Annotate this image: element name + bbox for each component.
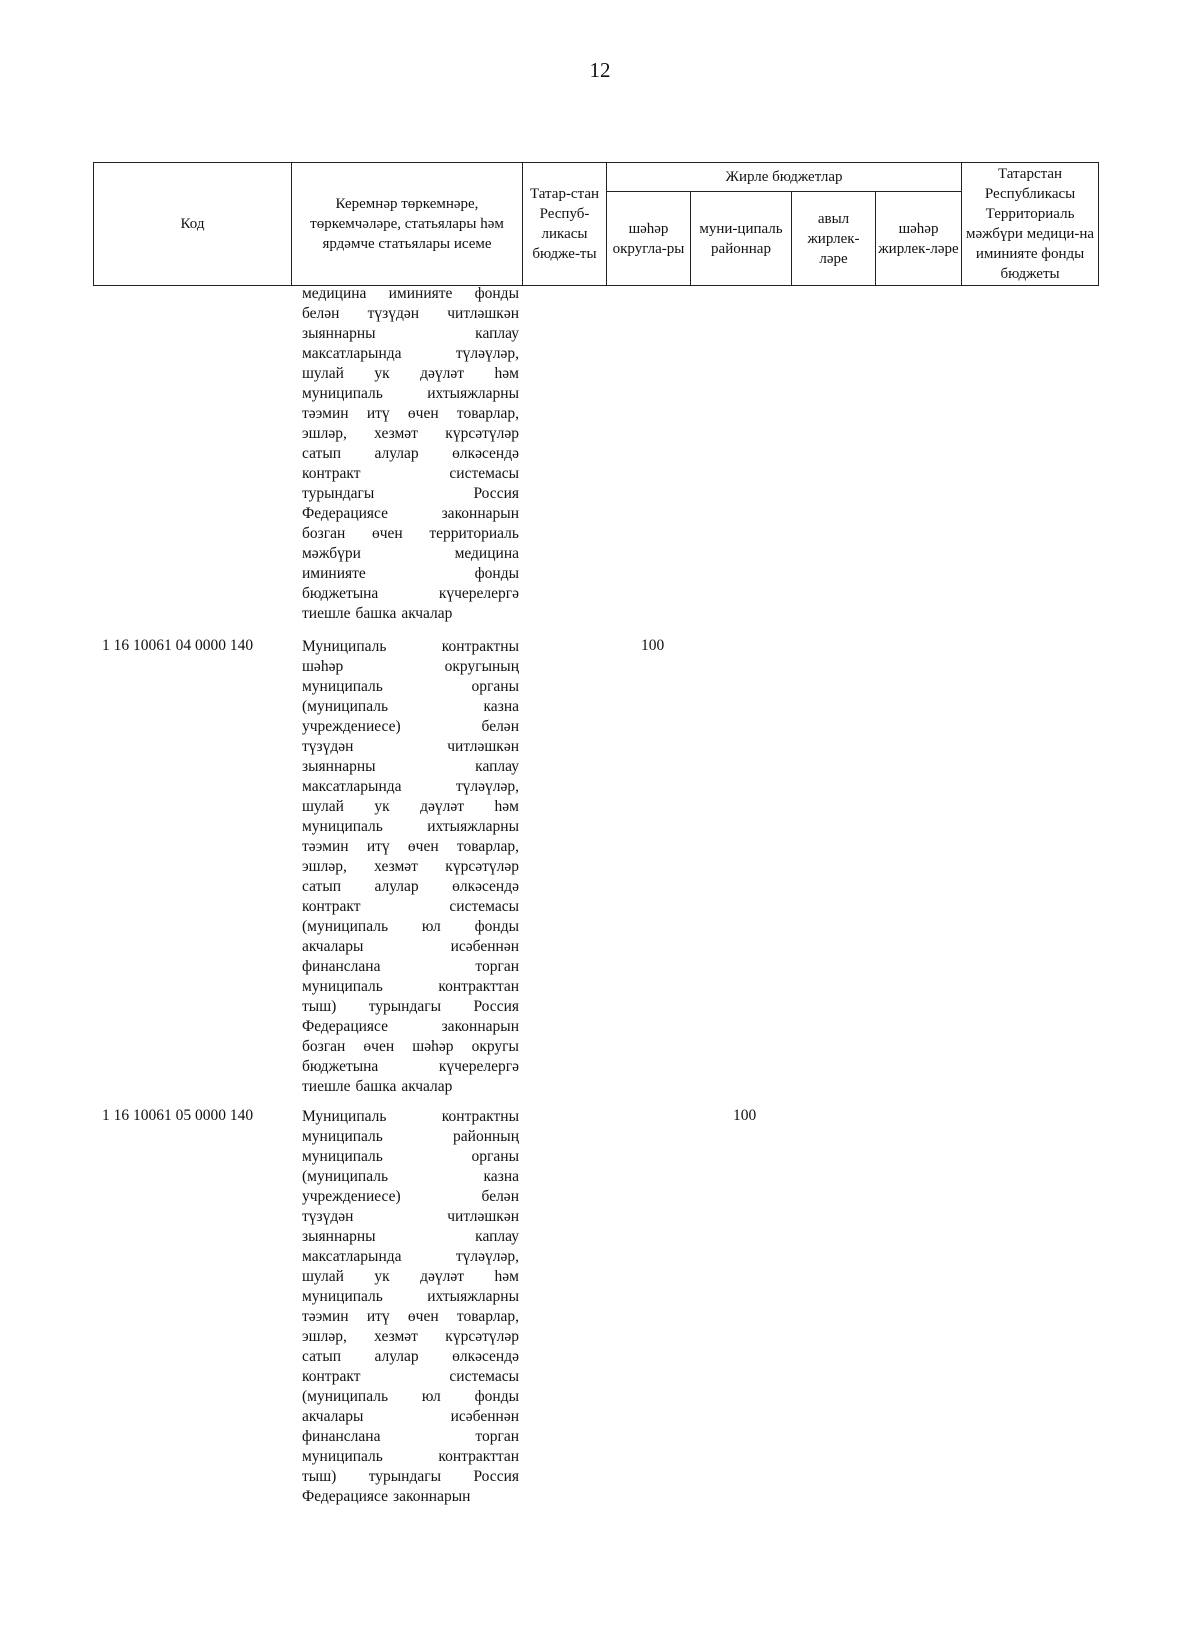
name-word: башка bbox=[355, 605, 397, 622]
name-word: белән bbox=[481, 718, 519, 735]
name-line bbox=[302, 1387, 519, 1407]
name-line bbox=[302, 937, 519, 957]
name-word: дәүләт bbox=[420, 1268, 465, 1285]
name-word: хезмәт bbox=[374, 858, 418, 875]
value-municipal-districts: 100 bbox=[733, 1107, 757, 1124]
name-line bbox=[302, 604, 519, 624]
name-word: өлкәсендә bbox=[452, 1348, 519, 1365]
header-mhif-budget: Татарстан Республикасы Территориаль мәжбүри медици-на иминияте фонды бюджеты bbox=[962, 163, 1099, 286]
name-line bbox=[302, 1057, 519, 1077]
name-word: товарлар, bbox=[456, 405, 519, 422]
name-line bbox=[302, 584, 519, 604]
name-word: муниципаль bbox=[302, 1148, 383, 1165]
name-word: хезмәт bbox=[374, 1328, 418, 1345]
name-word: законнарын bbox=[441, 1018, 519, 1035]
header-urban-settlements: шәһәр жирлек-ләре bbox=[876, 192, 962, 286]
name-line bbox=[302, 1287, 519, 1307]
name-line bbox=[302, 917, 519, 937]
name-word: районның bbox=[453, 1128, 519, 1145]
name-line bbox=[302, 1247, 519, 1267]
header-republic-budget: Татар-стан Респуб-ликасы бюдже-ты bbox=[523, 163, 607, 286]
name-word: зыяннарны bbox=[302, 758, 376, 775]
name-word: округы bbox=[471, 1038, 519, 1055]
name-word: муниципаль bbox=[302, 818, 383, 835]
name-word: итү bbox=[366, 1308, 390, 1325]
name-word: исәбеннән bbox=[450, 1408, 519, 1425]
name-line bbox=[302, 284, 519, 304]
page-number: 12 bbox=[589, 58, 611, 82]
name-line bbox=[302, 544, 519, 564]
name-word: фонды bbox=[474, 565, 519, 582]
name-word: түзүдән bbox=[302, 1208, 354, 1225]
name-word: алулар bbox=[374, 445, 419, 462]
name-word: эшләр, bbox=[302, 858, 347, 875]
name-word: учреждениесе) bbox=[302, 718, 401, 735]
name-word: иминияте bbox=[302, 565, 366, 582]
name-word: шулай bbox=[302, 798, 344, 815]
name-word: белән bbox=[302, 305, 340, 322]
name-line bbox=[302, 464, 519, 484]
name-line bbox=[302, 737, 519, 757]
name-word: казна bbox=[483, 698, 519, 715]
header-local-budgets: Жирле бюджетлар bbox=[607, 163, 962, 192]
name-word: (муниципаль bbox=[302, 1388, 389, 1405]
name-word: эшләр, bbox=[302, 1328, 347, 1345]
name-word: турындагы bbox=[368, 998, 442, 1015]
name-word: шәһәр bbox=[302, 658, 344, 675]
header-name: Керемнәр төркемнәре, төркемчәләре, статьялары һәм ярдәмче статьялары исеме bbox=[292, 163, 523, 286]
header-code: Код bbox=[94, 163, 292, 286]
name-word: өчен bbox=[371, 525, 403, 542]
name-word: зыяннарны bbox=[302, 325, 376, 342]
name-word: дәүләт bbox=[420, 365, 465, 382]
value-city-districts: 100 bbox=[641, 637, 665, 654]
name-word: бюджетына bbox=[302, 1058, 379, 1075]
name-word: Муниципаль bbox=[302, 1108, 387, 1125]
name-word: максатларында bbox=[302, 778, 402, 795]
name-word: контракттан bbox=[438, 978, 519, 995]
name-word: өлкәсендә bbox=[452, 878, 519, 895]
name-word: акчалар bbox=[401, 1078, 453, 1095]
name-line bbox=[302, 1267, 519, 1287]
name-line bbox=[302, 1167, 519, 1187]
name-word: турындагы bbox=[302, 485, 375, 502]
name-word: Россия bbox=[473, 485, 519, 502]
name-line bbox=[302, 1077, 519, 1097]
name-word: финанслана bbox=[302, 958, 381, 975]
name-word: ук bbox=[374, 365, 390, 382]
name-word: (муниципаль bbox=[302, 918, 389, 935]
name-line bbox=[302, 857, 519, 877]
name-line bbox=[302, 364, 519, 384]
name-word: органы bbox=[471, 678, 519, 695]
name-word: сатып bbox=[302, 445, 342, 462]
name-word: тиешле bbox=[302, 1078, 351, 1095]
name-word: ихтыяжларны bbox=[427, 818, 519, 835]
name-word: муниципаль bbox=[302, 678, 383, 695]
name-line bbox=[302, 777, 519, 797]
name-line bbox=[302, 957, 519, 977]
name-line bbox=[302, 697, 519, 717]
name-word: ихтыяжларны bbox=[427, 1288, 519, 1305]
name-word: һәм bbox=[494, 798, 519, 815]
table-header bbox=[93, 162, 1099, 286]
name-word: хезмәт bbox=[374, 425, 418, 442]
name-word: һәм bbox=[494, 365, 519, 382]
name-word: башка bbox=[355, 1078, 397, 1095]
name-word: һәм bbox=[494, 1268, 519, 1285]
name-word: ук bbox=[374, 798, 390, 815]
name-word: законнарын bbox=[441, 505, 519, 522]
name-line bbox=[302, 1307, 519, 1327]
name-line bbox=[302, 877, 519, 897]
row-code: 1 16 10061 05 0000 140 bbox=[102, 1107, 254, 1124]
name-line bbox=[302, 1487, 519, 1507]
name-word: шулай bbox=[302, 1268, 344, 1285]
name-line bbox=[302, 1327, 519, 1347]
name-word: Муниципаль bbox=[302, 638, 387, 655]
name-word: шәһәр bbox=[412, 1038, 454, 1055]
header-rural-settlements: авыл жирлек-ләре bbox=[792, 192, 876, 286]
name-word: фонды bbox=[474, 1388, 519, 1405]
name-word: исәбеннән bbox=[450, 938, 519, 955]
name-word: каплау bbox=[475, 325, 519, 342]
name-word: өлкәсендә bbox=[452, 445, 519, 462]
name-word: читләшкән bbox=[447, 738, 519, 755]
name-word: шулай bbox=[302, 365, 344, 382]
name-word: фонды bbox=[474, 918, 519, 935]
name-word: күрсәтүләр bbox=[445, 858, 519, 875]
name-word: акчалары bbox=[302, 938, 364, 955]
name-word: алулар bbox=[374, 1348, 419, 1365]
name-line bbox=[302, 384, 519, 404]
name-word: муниципаль bbox=[302, 1448, 383, 1465]
name-word: каплау bbox=[475, 1228, 519, 1245]
name-line bbox=[302, 1427, 519, 1447]
name-word: акчалар bbox=[401, 605, 453, 622]
name-word: тыш) bbox=[302, 998, 337, 1015]
name-word: (муниципаль bbox=[302, 1168, 389, 1185]
name-word: контракт bbox=[302, 465, 361, 482]
name-word: контрактны bbox=[441, 1108, 519, 1125]
name-line bbox=[302, 757, 519, 777]
name-word: сатып bbox=[302, 878, 342, 895]
name-line bbox=[302, 1037, 519, 1057]
name-line bbox=[302, 1467, 519, 1487]
name-word: дәүләт bbox=[420, 798, 465, 815]
name-word: торган bbox=[475, 1428, 519, 1445]
name-word: медицина bbox=[302, 285, 367, 302]
name-word: түләүләр, bbox=[455, 778, 519, 795]
name-word: контрактны bbox=[441, 638, 519, 655]
name-word: акчалары bbox=[302, 1408, 364, 1425]
name-word: системасы bbox=[449, 898, 519, 915]
name-word: Россия bbox=[473, 1468, 519, 1485]
row-name bbox=[302, 1107, 519, 1507]
name-line bbox=[302, 1227, 519, 1247]
name-word: контракт bbox=[302, 1368, 361, 1385]
name-word: эшләр, bbox=[302, 425, 347, 442]
header-municipal-districts: муни-ципаль районнар bbox=[691, 192, 792, 286]
name-word: өчен bbox=[407, 838, 439, 855]
row-code: 1 16 10061 04 0000 140 bbox=[102, 637, 254, 654]
name-word: күрсәтүләр bbox=[445, 425, 519, 442]
name-word: округының bbox=[444, 658, 519, 675]
name-word: фонды bbox=[474, 285, 519, 302]
name-word: иминияте bbox=[388, 285, 453, 302]
name-line bbox=[302, 1147, 519, 1167]
name-line bbox=[302, 1107, 519, 1127]
name-word: системасы bbox=[449, 465, 519, 482]
name-word: контракт bbox=[302, 898, 361, 915]
name-line bbox=[302, 1207, 519, 1227]
name-line bbox=[302, 1187, 519, 1207]
name-word: финанслана bbox=[302, 1428, 381, 1445]
name-line bbox=[302, 897, 519, 917]
name-word: муниципаль bbox=[302, 1128, 383, 1145]
name-line bbox=[302, 524, 519, 544]
name-word: торган bbox=[475, 958, 519, 975]
name-word: Федерациясе bbox=[302, 505, 388, 522]
name-word: түзүдән bbox=[367, 305, 420, 322]
name-word: тиешле bbox=[302, 605, 351, 622]
name-word: тәэмин bbox=[302, 838, 349, 855]
name-word: белән bbox=[481, 1188, 519, 1205]
name-word: максатларында bbox=[302, 345, 402, 362]
name-line bbox=[302, 1447, 519, 1467]
name-line bbox=[302, 1127, 519, 1147]
name-line bbox=[302, 637, 519, 657]
name-word: читләшкән bbox=[447, 1208, 519, 1225]
name-line bbox=[302, 657, 519, 677]
name-word: сатып bbox=[302, 1348, 342, 1365]
name-word: контракттан bbox=[438, 1448, 519, 1465]
name-word: тәэмин bbox=[302, 1308, 349, 1325]
name-word: товарлар, bbox=[456, 1308, 519, 1325]
name-word: товарлар, bbox=[456, 838, 519, 855]
name-line bbox=[302, 564, 519, 584]
name-word: бозган bbox=[302, 1038, 346, 1055]
name-line bbox=[302, 997, 519, 1017]
name-word: медицина bbox=[454, 545, 519, 562]
name-word: күчерелергә bbox=[438, 585, 519, 602]
name-word: күрсәтүләр bbox=[445, 1328, 519, 1345]
name-word: мәжбүри bbox=[302, 545, 361, 562]
name-line bbox=[302, 1347, 519, 1367]
name-word: тыш) bbox=[302, 1468, 337, 1485]
name-word: Россия bbox=[473, 998, 519, 1015]
name-word: каплау bbox=[475, 758, 519, 775]
name-word: түләүләр, bbox=[455, 1248, 519, 1265]
name-word: юл bbox=[421, 1388, 441, 1405]
name-word: түзүдән bbox=[302, 738, 354, 755]
name-word: ук bbox=[374, 1268, 390, 1285]
name-word: бозган bbox=[302, 525, 346, 542]
name-line bbox=[302, 444, 519, 464]
name-word: ихтыяжларны bbox=[427, 385, 519, 402]
name-line bbox=[302, 837, 519, 857]
name-word: зыяннарны bbox=[302, 1228, 376, 1245]
name-line bbox=[302, 717, 519, 737]
name-word: муниципаль bbox=[302, 978, 383, 995]
name-word: итү bbox=[366, 838, 390, 855]
name-word: максатларында bbox=[302, 1248, 402, 1265]
name-word: түләүләр, bbox=[455, 345, 519, 362]
name-line bbox=[302, 977, 519, 997]
name-line bbox=[302, 797, 519, 817]
name-word: муниципаль bbox=[302, 385, 383, 402]
name-word: учреждениесе) bbox=[302, 1188, 401, 1205]
name-word: турындагы bbox=[368, 1468, 442, 1485]
name-word: итү bbox=[366, 405, 390, 422]
name-line bbox=[302, 817, 519, 837]
name-word: өчен bbox=[407, 405, 439, 422]
name-line bbox=[302, 324, 519, 344]
name-word: бюджетына bbox=[302, 585, 379, 602]
name-word: күчерелергә bbox=[438, 1058, 519, 1075]
name-word: территориаль bbox=[429, 525, 519, 542]
name-word: өчен bbox=[363, 1038, 395, 1055]
name-word: системасы bbox=[449, 1368, 519, 1385]
name-word: тәэмин bbox=[302, 405, 349, 422]
name-word: муниципаль bbox=[302, 1288, 383, 1305]
name-line bbox=[302, 424, 519, 444]
name-line bbox=[302, 1407, 519, 1427]
name-word: юл bbox=[421, 918, 441, 935]
name-word: өчен bbox=[407, 1308, 439, 1325]
name-line bbox=[302, 304, 519, 324]
name-line bbox=[302, 344, 519, 364]
name-line bbox=[302, 1017, 519, 1037]
name-word: органы bbox=[471, 1148, 519, 1165]
row-name bbox=[302, 637, 519, 1097]
name-line bbox=[302, 504, 519, 524]
name-line bbox=[302, 1367, 519, 1387]
header-city-districts: шәһәр округла-ры bbox=[607, 192, 691, 286]
name-line bbox=[302, 484, 519, 504]
name-word: Федерациясе bbox=[302, 1018, 388, 1035]
name-word: казна bbox=[483, 1168, 519, 1185]
name-word: Федерациясе bbox=[302, 1488, 388, 1505]
row-name bbox=[302, 284, 519, 624]
name-word: алулар bbox=[374, 878, 419, 895]
name-word: (муниципаль bbox=[302, 698, 389, 715]
name-line bbox=[302, 677, 519, 697]
name-word: законнарын bbox=[392, 1488, 471, 1505]
name-word: читләшкән bbox=[447, 305, 519, 322]
name-line bbox=[302, 404, 519, 424]
